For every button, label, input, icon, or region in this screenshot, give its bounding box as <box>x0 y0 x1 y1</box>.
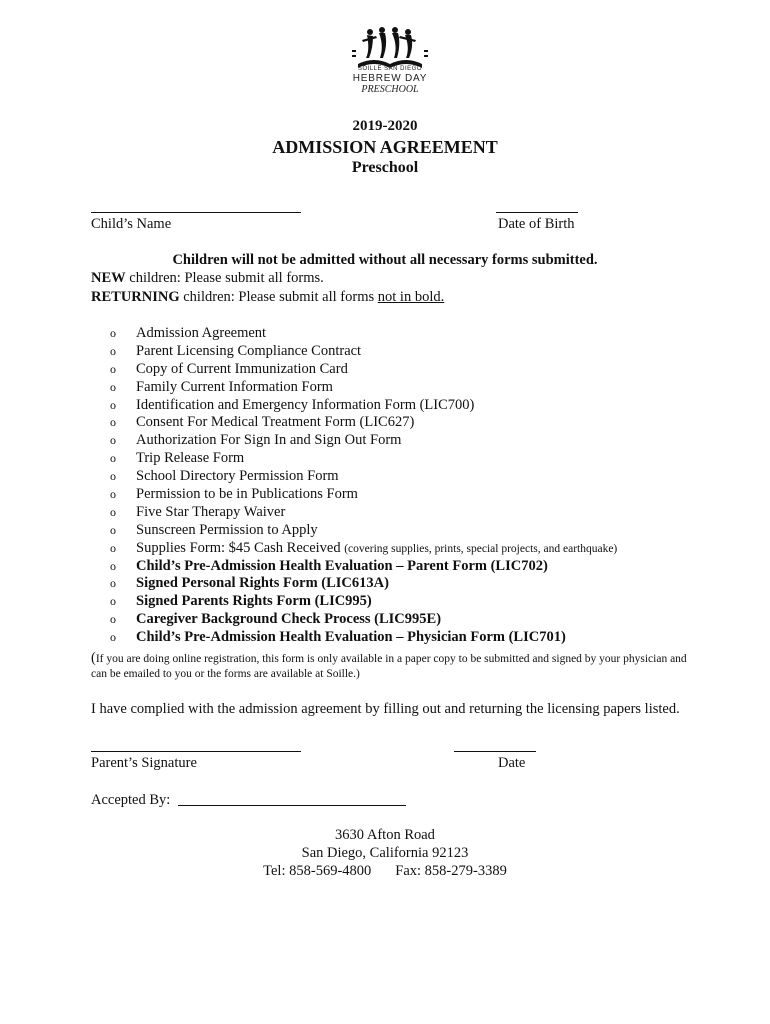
checkbox-bullet-icon[interactable]: o <box>110 343 116 358</box>
form-name: Caregiver Background Check Process (LIC995E) <box>136 611 442 628</box>
form-name: Signed Personal Rights Form (LIC613A) <box>136 575 389 592</box>
form-name: Supplies Form: $45 Cash Received <box>136 539 345 556</box>
returning-text: children: Please submit all forms <box>179 289 378 305</box>
document-title: ADMISSION AGREEMENT <box>272 137 498 157</box>
form-name: Trip Release Form <box>136 450 245 467</box>
form-name: Authorization For Sign In and Sign Out Form <box>136 432 402 449</box>
form-list-item <box>110 540 617 558</box>
online-registration-note <box>91 651 691 682</box>
checkbox-bullet-icon[interactable]: o <box>110 558 116 573</box>
form-name: Parent Licensing Compliance Contract <box>136 342 362 359</box>
checkbox-bullet-icon[interactable]: o <box>110 594 116 609</box>
form-list-item <box>110 397 617 415</box>
checkbox-bullet-icon[interactable]: o <box>110 630 116 645</box>
checkbox-bullet-icon[interactable]: o <box>110 379 116 394</box>
form-note: (covering supplies, prints, special projects, and earthquake) <box>344 542 618 555</box>
form-list-item <box>110 361 617 379</box>
checkbox-bullet-icon[interactable]: o <box>110 451 116 466</box>
dob-label: Date of Birth <box>498 216 575 232</box>
checkbox-bullet-icon[interactable]: o <box>110 522 116 537</box>
child-name-label: Child’s Name <box>91 216 172 232</box>
contact-numbers <box>0 863 770 880</box>
form-list-item <box>110 504 617 522</box>
form-name: Child’s Pre-Admission Health Evaluation – Physician Form (LIC701) <box>136 629 566 646</box>
form-name: School Directory Permission Form <box>136 468 339 485</box>
form-list-item <box>110 611 617 629</box>
checkbox-bullet-icon[interactable]: o <box>110 415 116 430</box>
checkbox-bullet-icon[interactable]: o <box>110 487 116 502</box>
returning-children-instruction <box>91 289 444 306</box>
new-label: NEW <box>91 270 126 286</box>
checkbox-bullet-icon[interactable]: o <box>110 469 116 484</box>
note-open-paren: ( <box>91 650 96 666</box>
accepted-by-field[interactable] <box>178 805 406 806</box>
logo-line-3: PRESCHOOL <box>361 84 419 95</box>
form-list-item <box>110 629 617 647</box>
parent-signature-field[interactable] <box>91 751 301 752</box>
form-name: Permission to be in Publications Form <box>136 486 358 503</box>
checkbox-bullet-icon[interactable]: o <box>110 433 116 448</box>
form-list-item <box>110 325 617 343</box>
form-name: Copy of Current Immunization Card <box>136 360 348 377</box>
checkbox-bullet-icon[interactable]: o <box>110 576 116 591</box>
form-list-item <box>110 522 617 540</box>
signature-date-field[interactable] <box>454 751 536 752</box>
form-list-item <box>110 486 617 504</box>
form-name: Signed Parents Rights Form (LIC995) <box>136 593 372 610</box>
form-name: Consent For Medical Treatment Form (LIC627) <box>136 414 415 431</box>
required-forms-list <box>110 325 617 647</box>
form-name: Child’s Pre-Admission Health Evaluation – Parent Form (LIC702) <box>136 557 548 574</box>
returning-underline: not in bold. <box>377 289 445 305</box>
parent-signature-label: Parent’s Signature <box>91 755 197 771</box>
form-name: Family Current Information Form <box>136 378 333 395</box>
checkbox-bullet-icon[interactable]: o <box>110 397 116 412</box>
document-subtitle: Preschool <box>351 159 419 176</box>
telephone: Tel: 858-569-4800 <box>263 863 372 879</box>
form-list-item <box>110 379 617 397</box>
signature-date-label: Date <box>498 755 526 771</box>
form-list-item <box>110 432 617 450</box>
form-list-item <box>110 468 617 486</box>
form-list-item <box>110 558 617 576</box>
child-name-field[interactable] <box>91 212 301 213</box>
checkbox-bullet-icon[interactable]: o <box>110 326 116 340</box>
admission-notice: Children will not be admitted without all necessary forms submitted. <box>172 252 598 268</box>
checkbox-bullet-icon[interactable]: o <box>110 361 116 376</box>
compliance-statement: I have complied with the admission agreement by filling out and returning the licensing papers listed. <box>91 701 680 717</box>
checkbox-bullet-icon[interactable]: o <box>110 504 116 519</box>
logo-line-1: SOILLE SAN DIEGO <box>357 66 423 72</box>
form-list-item <box>110 343 617 361</box>
returning-label: RETURNING <box>91 289 180 305</box>
logo-wordmark <box>340 66 440 95</box>
logo-line-2: HEBREW DAY <box>352 73 428 84</box>
fax: Fax: 858-279-3389 <box>395 863 507 879</box>
school-year: 2019-2020 <box>352 118 418 134</box>
dob-field[interactable] <box>496 212 578 213</box>
form-list-item <box>110 414 617 432</box>
form-list-item <box>110 575 617 593</box>
form-name: Five Star Therapy Waiver <box>136 503 286 520</box>
form-list-item <box>110 450 617 468</box>
new-text: children: Please submit all forms. <box>125 270 324 286</box>
address-city: San Diego, California 92123 <box>301 845 469 861</box>
checkbox-bullet-icon[interactable]: o <box>110 540 116 555</box>
form-list-item <box>110 593 617 611</box>
form-name: Sunscreen Permission to Apply <box>136 521 318 538</box>
address-street: 3630 Afton Road <box>335 827 435 843</box>
note-text: If you are doing online registration, this form is only available in a paper copy to be submitted and signed by your physician and can be emailed to you or the forms are available at Soille.) <box>91 653 687 680</box>
accepted-by-label: Accepted By: <box>91 792 171 808</box>
new-children-instruction <box>91 270 324 287</box>
form-name: Identification and Emergency Information Form (LIC700) <box>136 396 475 413</box>
checkbox-bullet-icon[interactable]: o <box>110 612 116 627</box>
form-name: Admission Agreement <box>136 325 267 341</box>
